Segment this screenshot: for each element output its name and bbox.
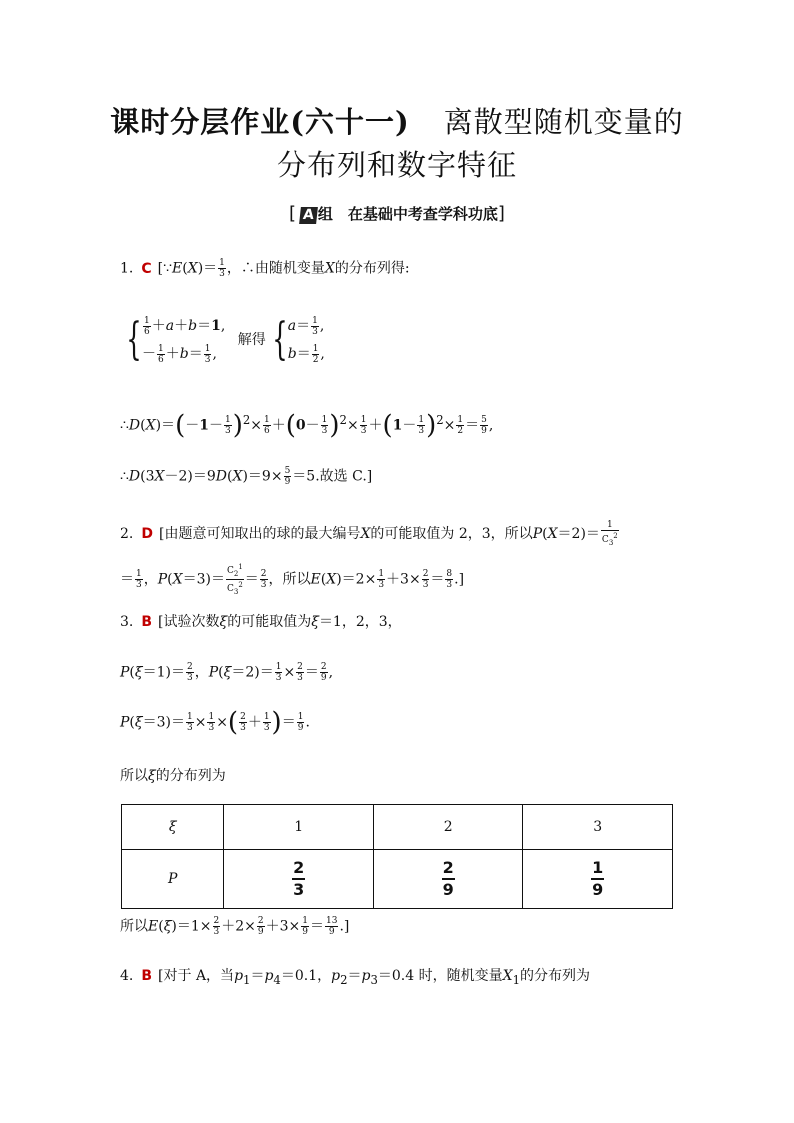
q3-answer: B <box>141 614 153 630</box>
q1-answer: C <box>141 260 152 277</box>
table-row <box>122 850 673 909</box>
group-open-bracket: [ <box>289 203 297 224</box>
q3-line-4: 所以ξ的分布列为 <box>120 768 226 784</box>
q1-system: { $\frac{1}{6}$ ＋a＋b＝1, － $\frac{1}{6}$ ＋b＝ $\frac{1}{3}$ , 解得 { a＝ $\frac{1}{3}$ , b＝ $\frac{1}{2}$ , <box>126 314 325 365</box>
table-cell: 1 <box>224 805 374 850</box>
group-badge: A <box>299 207 318 224</box>
title-series: 课时分层作业(六十一) <box>110 105 410 139</box>
q3-line-1: 3. B [试验次数ξ的可能取值为ξ＝1，2，3， <box>120 614 402 630</box>
q1-solve-word: 解得 <box>237 332 266 348</box>
q1-number: 1. <box>120 260 134 277</box>
q1-intro-line: 1. C [∵E(X)＝ $\frac{1}{3}$ ，∴由随机变量X的分布列得: <box>120 258 410 279</box>
title-line-1 <box>0 100 794 141</box>
group-label-text: 组 在基础中考查学科功底 <box>317 205 498 223</box>
table-cell: $\frac{2}{9}$ <box>373 850 523 909</box>
q3-line-2: P(ξ＝1)＝ $\frac{2}{3}$ ，P(ξ＝2)＝ $\frac{1}{3}$ × $\frac{2}{3}$ ＝ $\frac{2}{9}$ , <box>120 662 334 683</box>
q4-number: 4. <box>120 968 134 984</box>
table-cell: P <box>122 850 224 909</box>
table-cell: $\frac{2}{3}$ <box>224 850 374 909</box>
q3-number: 3. <box>120 614 134 630</box>
table-cell: $\frac{1}{9}$ <box>523 850 673 909</box>
q1-conclusion-line: ∴D(3X－2)＝9D(X)＝9× $\frac{5}{9}$ ＝5.故选 C.] <box>120 466 373 487</box>
q2-answer: D <box>141 525 153 542</box>
group-close-bracket: ] <box>497 203 505 224</box>
table-cell: 3 <box>523 805 673 850</box>
table-header-row <box>122 805 673 850</box>
table-cell: 2 <box>373 805 523 850</box>
group-heading <box>0 203 794 224</box>
distribution-table <box>121 804 673 909</box>
q4-line-1: 4. B [对于 A，当$p_1=p_4=0.1$，$p_2=p_3=0.4$ 时，随机变量$X_1$的分布列为 <box>120 968 590 987</box>
q2-number: 2. <box>120 525 134 542</box>
q2-line-1: 2. D [由题意可知取出的球的最大编号X的可能取值为 2，3，所以P(X＝2)＝ $\frac{1}{C_3^2}$ <box>120 520 618 547</box>
q3-line-3: P(ξ＝3)＝ $\frac{1}{3}$ × $\frac{1}{3}$ ×( $\frac{2}{3}$ ＋ $\frac{1}{3}$ )＝ $\frac{1}{9}$ . <box>120 707 310 738</box>
title-line-2 <box>0 143 794 184</box>
title-topic-cont: 分布列和数字特征 <box>276 148 517 182</box>
q3-line-5: 所以E(ξ)＝1× $\frac{2}{3}$ ＋2× $\frac{2}{9}$ ＋3× $\frac{1}{9}$ ＝ $\frac{13}{9}$ .] <box>120 916 350 937</box>
q2-line-2: ＝ $\frac{1}{3}$ ，P(X＝3)＝ $\frac{C_2^1}{C_3^2}$ ＝ $\frac{2}{3}$ ，所以E(X)＝2× $\frac{1}{3}$ ＋3× $\frac{2}{3}$ ＝ $\frac{8}{3}$ .] <box>120 563 465 596</box>
q4-answer: B <box>141 968 153 984</box>
table-cell: ξ <box>122 805 224 850</box>
q1-variance-line: ∴D(X)＝(－1－ $\frac{1}{3}$ )$^2$× $\frac{1}{6}$ ＋(0－ $\frac{1}{3}$ )$^2$× $\frac{1}{3}$ ＋(1－ $\frac{1}{3}$ )$^2$× $\frac{1}{2}$ ＝ $\frac{5}{9}$ , <box>120 410 494 441</box>
title-topic: 离散型随机变量的 <box>443 105 684 139</box>
